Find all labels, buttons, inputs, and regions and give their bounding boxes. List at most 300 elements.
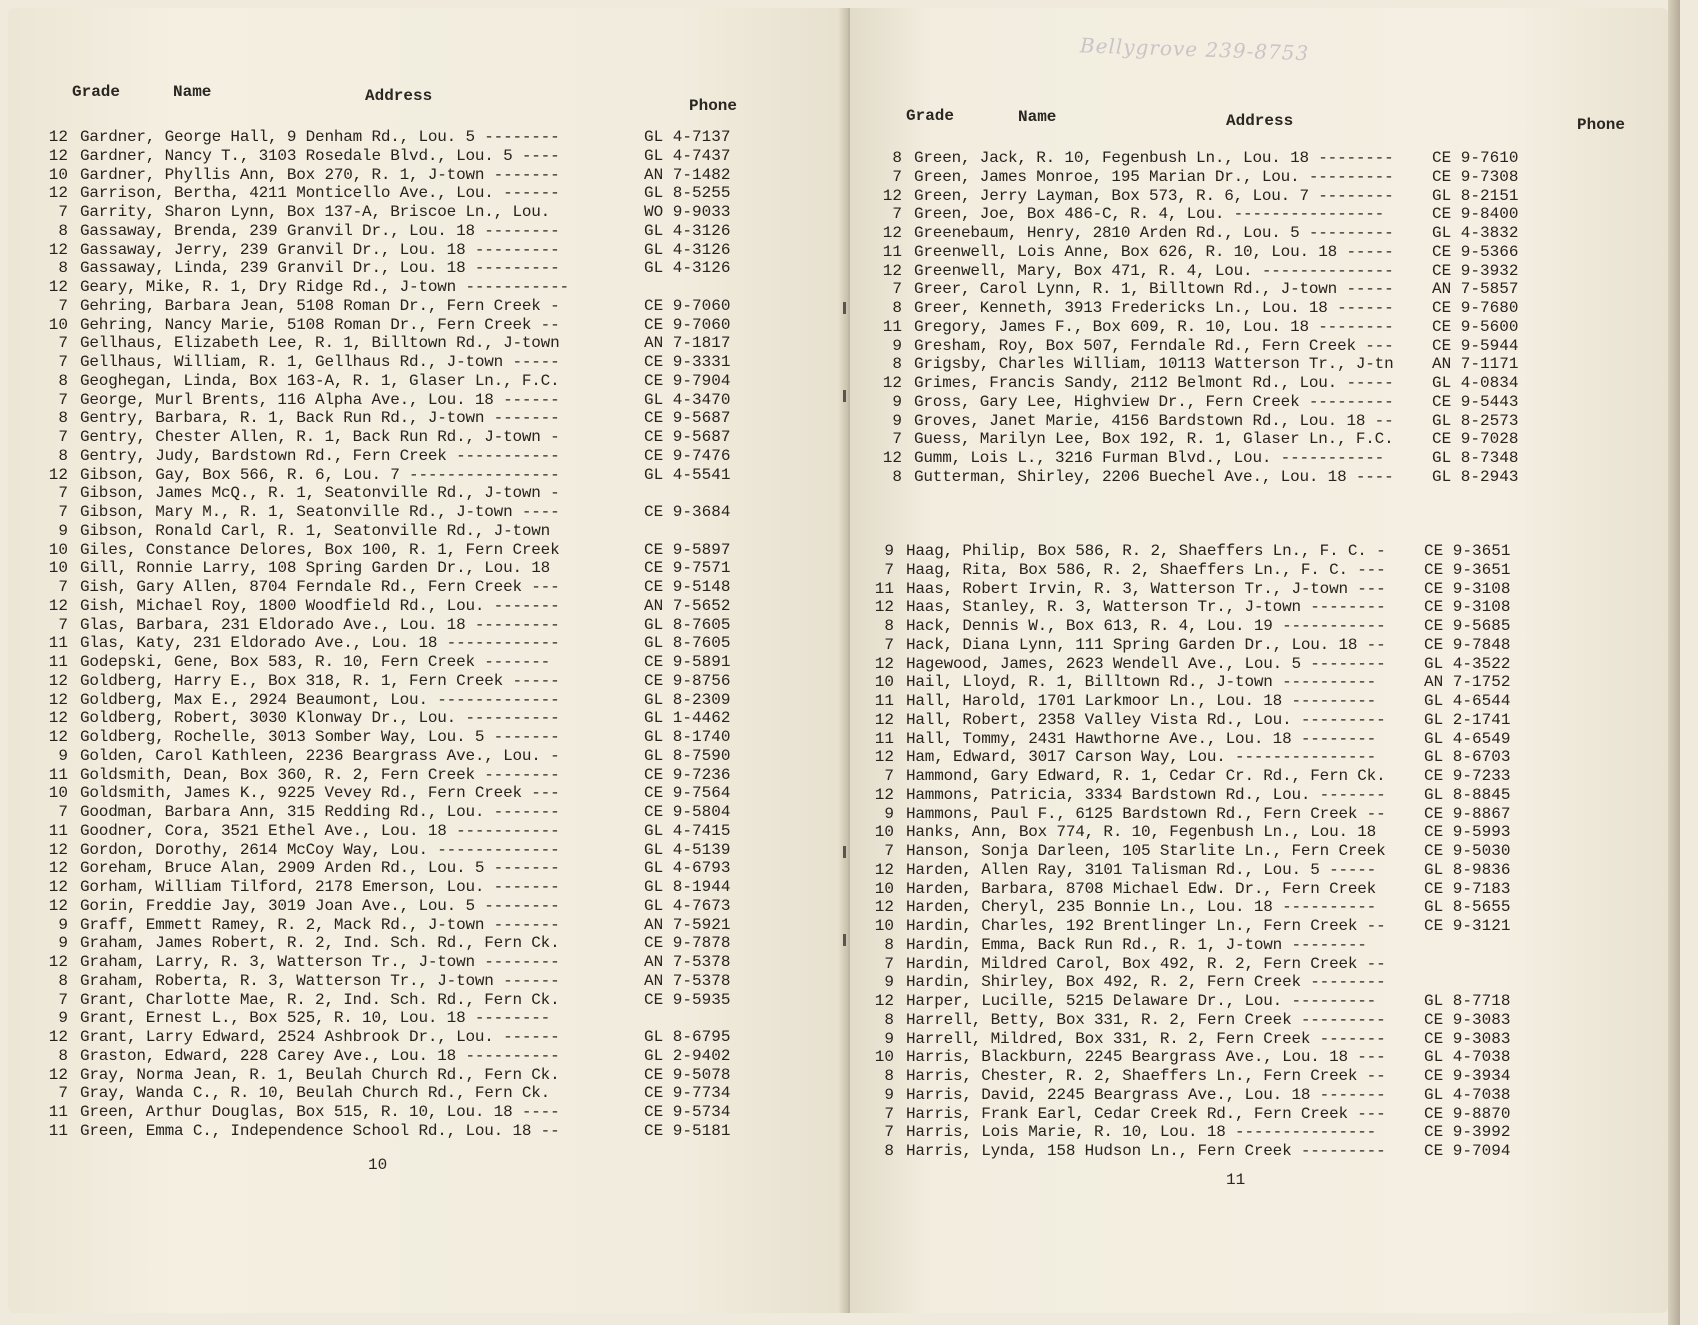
- entry-grade: 11: [882, 242, 902, 261]
- entry-grade: 11: [48, 653, 68, 671]
- entry-phone: GL 8-1944: [644, 878, 731, 896]
- entry-phone: CE 9-5687: [644, 409, 731, 428]
- entry-grade: 12: [48, 596, 68, 615]
- entry-name-address: Grant, Ernest L., Box 525, R. 10, Lou. 18 --------: [80, 1009, 551, 1028]
- entry-name-address: Gellhaus, Elizabeth Lee, R. 1, Billtown Rd., J-town: [80, 334, 560, 353]
- entry-phone: GL 1-4462: [644, 709, 731, 728]
- entry-name-address: Greenebaum, Henry, 2810 Arden Rd., Lou. 5 ---------: [914, 224, 1394, 242]
- entry-phone: GL 4-3832: [1432, 224, 1519, 242]
- entry-grade: 8: [58, 371, 68, 390]
- entry-phone: CE 9-7183: [1424, 879, 1511, 898]
- entry-phone: CE 9-5078: [644, 1065, 731, 1084]
- entry-name-address: Goldberg, Rochelle, 3013 Somber Way, Lou. 5 -------: [80, 728, 560, 746]
- entry-grade: 11: [882, 317, 902, 336]
- entry-phone: CE 9-7060: [644, 315, 731, 334]
- entry-phone: CE 9-7564: [644, 784, 731, 803]
- entry-grade: 10: [48, 540, 68, 559]
- entry-grade: 11: [48, 634, 68, 653]
- entry-name-address: Giles, Constance Delores, Box 100, R. 1, Fern Creek: [80, 540, 560, 559]
- entry-grade: 8: [884, 935, 894, 954]
- page-number: 11: [1226, 1171, 1246, 1189]
- entry-name-address: Graham, Roberta, R. 3, Watterson Tr., J-town ------: [80, 971, 560, 990]
- entry-phone: AN 7-1752: [1424, 673, 1511, 692]
- entry-phone: GL 8-7718: [1424, 992, 1511, 1010]
- entry-phone: CE 9-7610: [1432, 149, 1519, 167]
- entry-name-address: Harden, Allen Ray, 3101 Talisman Rd., Lou. 5 -----: [906, 860, 1377, 879]
- entry-name-address: Gassaway, Brenda, 239 Granvil Dr., Lou. 18 --------: [80, 221, 560, 240]
- entry-grade: 8: [884, 1067, 894, 1085]
- entry-name-address: Glas, Barbara, 231 Eldorado Ave., Lou. 18 ---------: [80, 615, 560, 634]
- entry-grade: 7: [58, 1084, 68, 1103]
- entry-name-address: Gentry, Chester Allen, R. 1, Back Run Rd., J-town -: [80, 428, 560, 446]
- entry-grade: 9: [58, 915, 68, 934]
- entry-phone: GL 4-6544: [1424, 692, 1511, 710]
- entry-name-address: Hail, Lloyd, R. 1, Billtown Rd., J-town ----------: [906, 673, 1377, 692]
- entry-phone: CE 9-8756: [644, 671, 731, 690]
- entry-phone: CE 9-5687: [644, 428, 731, 446]
- entry-grade: 12: [874, 654, 894, 673]
- entry-phone: CE 9-7308: [1432, 167, 1519, 186]
- entry-name-address: Green, Arthur Douglas, Box 515, R. 10, Lou. 18 ----: [80, 1103, 560, 1121]
- entry-name-address: Hanson, Sonja Darleen, 105 Starlite Ln., Fern Creek: [906, 842, 1386, 860]
- entry-grade: 7: [884, 560, 894, 579]
- entry-name-address: Green, Joe, Box 486-C, R. 4, Lou. ----------------: [914, 205, 1385, 224]
- entry-grade: 12: [874, 992, 894, 1010]
- entry-phone: GL 8-7605: [644, 615, 731, 634]
- entry-name-address: Grant, Larry Edward, 2524 Ashbrook Dr., Lou. ------: [80, 1028, 560, 1046]
- entry-grade: 12: [48, 859, 68, 878]
- entry-phone: GL 4-3126: [644, 240, 731, 259]
- entry-grade: 12: [48, 728, 68, 746]
- entry-name-address: Hardin, Mildred Carol, Box 492, R. 2, Fern Creek --: [906, 954, 1386, 973]
- entry-grade: 7: [884, 954, 894, 973]
- entry-grade: 11: [48, 765, 68, 784]
- staple: [843, 302, 846, 314]
- entry-grade: 12: [48, 953, 68, 971]
- entry-grade: 12: [48, 878, 68, 896]
- entry-phone: CE 9-3083: [1424, 1029, 1511, 1048]
- entry-grade: 10: [48, 559, 68, 578]
- entry-phone: GL 4-5541: [644, 465, 731, 484]
- entry-grade: 8: [58, 259, 68, 278]
- entry-name-address: Hack, Diana Lynn, 111 Spring Garden Dr., Lou. 18 --: [906, 635, 1386, 654]
- entry-phone: GL 8-8845: [1424, 785, 1511, 804]
- entry-name-address: Hanks, Ann, Box 774, R. 10, Fegenbush Ln., Lou. 18: [906, 823, 1377, 842]
- entry-phone: CE 9-7571: [644, 559, 731, 578]
- header-name: Name: [173, 83, 212, 101]
- entry-phone: CE 9-8400: [1432, 205, 1519, 224]
- entry-grade: 8: [58, 971, 68, 990]
- entry-phone: CE 9-5993: [1424, 823, 1511, 842]
- entry-grade: 7: [892, 205, 902, 224]
- entry-phone: GL 4-6793: [644, 859, 731, 878]
- entry-grade: 8: [884, 617, 894, 635]
- entry-grade: 12: [48, 184, 68, 203]
- entry-name-address: Green, Jack, R. 10, Fegenbush Ln., Lou. 18 --------: [914, 149, 1394, 167]
- entry-grade: 12: [882, 261, 902, 280]
- entry-name-address: Groves, Janet Marie, 4156 Bardstown Rd., Lou. 18 --: [914, 411, 1394, 430]
- entry-phone: GL 4-3126: [644, 221, 731, 240]
- entry-grade: 7: [892, 280, 902, 299]
- entry-grade: 12: [882, 186, 902, 205]
- entry-name-address: Hardin, Charles, 192 Brentlinger Ln., Fern Creek --: [906, 917, 1386, 935]
- entry-name-address: Golden, Carol Kathleen, 2236 Beargrass Ave., Lou. -: [80, 746, 560, 765]
- entry-grade: 12: [874, 748, 894, 767]
- entry-phone: CE 9-7734: [644, 1084, 731, 1103]
- entry-name-address: Hall, Tommy, 2431 Hawthorne Ave., Lou. 18 --------: [906, 729, 1377, 748]
- entry-name-address: Haas, Robert Irvin, R. 3, Watterson Tr., J-town ---: [906, 579, 1386, 598]
- entry-phone: CE 9-8867: [1424, 804, 1511, 823]
- entry-phone: CE 9-5600: [1432, 317, 1519, 336]
- entry-grade: 10: [874, 917, 894, 935]
- entry-phone: AN 7-1482: [644, 165, 731, 184]
- entry-grade: 9: [892, 411, 902, 430]
- entry-grade: 7: [58, 353, 68, 371]
- entry-name-address: Gray, Norma Jean, R. 1, Beulah Church Rd., Fern Ck.: [80, 1065, 560, 1084]
- entry-name-address: Green, Jerry Layman, Box 573, R. 6, Lou. 7 --------: [914, 186, 1394, 205]
- entry-grade: 9: [892, 392, 902, 411]
- entry-name-address: Garrity, Sharon Lynn, Box 137-A, Briscoe Ln., Lou.: [80, 203, 551, 221]
- entry-name-address: Goodner, Cora, 3521 Ethel Ave., Lou. 18 -----------: [80, 821, 560, 840]
- entry-phone: CE 9-3121: [1424, 917, 1511, 935]
- entry-grade: 7: [884, 767, 894, 785]
- entry-name-address: Harris, Chester, R. 2, Shaeffers Ln., Fern Creek --: [906, 1067, 1386, 1085]
- entry-name-address: Gish, Michael Roy, 1800 Woodfield Rd., Lou. -------: [80, 596, 560, 615]
- entry-name-address: Gorin, Freddie Jay, 3019 Joan Ave., Lou. 5 --------: [80, 896, 560, 915]
- entry-name-address: Hammond, Gary Edward, R. 1, Cedar Cr. Rd., Fern Ck.: [906, 767, 1386, 785]
- header-grade: Grade: [906, 107, 955, 125]
- entry-phone: GL 4-0834: [1432, 374, 1519, 392]
- entry-phone: CE 9-5148: [644, 578, 731, 596]
- entry-name-address: Goldsmith, James K., 9225 Vevey Rd., Fern Creek ---: [80, 784, 560, 803]
- entry-name-address: Gellhaus, William, R. 1, Gellhaus Rd., J-town -----: [80, 353, 560, 371]
- entry-name-address: Goldberg, Harry E., Box 318, R. 1, Fern Creek -----: [80, 671, 560, 690]
- entry-grade: 11: [874, 729, 894, 748]
- entry-grade: 8: [892, 149, 902, 167]
- entry-phone: GL 8-2151: [1432, 186, 1519, 205]
- entry-name-address: Harrell, Betty, Box 331, R. 2, Fern Creek ---------: [906, 1010, 1386, 1029]
- entry-grade: 10: [874, 879, 894, 898]
- entry-name-address: Gray, Wanda C., R. 10, Beulah Church Rd., Fern Ck.: [80, 1084, 551, 1103]
- entry-phone: GL 2-1741: [1424, 710, 1511, 729]
- entry-phone: GL 8-7348: [1432, 449, 1519, 467]
- entry-name-address: Harris, Blackburn, 2245 Beargrass Ave., Lou. 18 ---: [906, 1048, 1386, 1067]
- right-page: [850, 8, 1668, 1313]
- entry-name-address: Green, Emma C., Independence School Rd., Lou. 18 --: [80, 1121, 560, 1140]
- entry-name-address: Gregory, James F., Box 609, R. 10, Lou. 18 --------: [914, 317, 1394, 336]
- entry-grade: 12: [882, 224, 902, 242]
- entry-phone: GL 4-7137: [644, 128, 731, 146]
- page-number: 10: [368, 1156, 388, 1174]
- entry-grade: 11: [874, 692, 894, 710]
- entry-grade: 7: [884, 1123, 894, 1142]
- entry-phone: GL 8-7590: [644, 746, 731, 765]
- entry-grade: 9: [884, 973, 894, 992]
- entry-phone: WO 9-9033: [644, 203, 731, 221]
- entry-name-address: Hack, Dennis W., Box 613, R. 4, Lou. 19 -----------: [906, 617, 1386, 635]
- entry-name-address: Hardin, Shirley, Box 492, R. 2, Fern Creek --------: [906, 973, 1386, 992]
- header-address: Address: [365, 87, 433, 105]
- entry-name-address: Greer, Kenneth, 3913 Fredericks Ln., Lou. 18 ------: [914, 299, 1394, 317]
- entry-name-address: Goldberg, Robert, 3030 Klonway Dr., Lou. ----------: [80, 709, 560, 728]
- entry-phone: GL 8-2309: [644, 690, 731, 709]
- entry-grade: 7: [58, 578, 68, 596]
- header-grade: Grade: [72, 83, 121, 101]
- entry-grade: 8: [58, 221, 68, 240]
- entry-name-address: Gibson, Gay, Box 566, R. 6, Lou. 7 ----------------: [80, 465, 560, 484]
- pencil-note-text: Bellygrove 239-8753: [1079, 33, 1310, 66]
- entry-phone: GL 4-7038: [1424, 1085, 1511, 1104]
- entry-name-address: Grimes, Francis Sandy, 2112 Belmont Rd., Lou. -----: [914, 374, 1394, 392]
- entry-name-address: Gehring, Barbara Jean, 5108 Roman Dr., Fern Creek -: [80, 296, 560, 315]
- entry-phone: CE 9-7476: [644, 446, 731, 465]
- entry-name-address: Gibson, Ronald Carl, R. 1, Seatonville Rd., J-town: [80, 521, 551, 540]
- entry-grade: 12: [882, 449, 902, 467]
- entry-phone: CE 9-3651: [1424, 542, 1511, 560]
- entry-name-address: Haag, Philip, Box 586, R. 2, Shaeffers Ln., F. C. -: [906, 542, 1386, 560]
- entry-name-address: Glas, Katy, 231 Eldorado Ave., Lou. 18 ------------: [80, 634, 560, 653]
- entry-name-address: Graham, Larry, R. 3, Watterson Tr., J-town --------: [80, 953, 560, 971]
- entry-phone: CE 9-7878: [644, 934, 731, 953]
- entry-grade: 12: [48, 146, 68, 165]
- entry-phone: GL 8-5255: [644, 184, 731, 203]
- entry-phone: GL 2-9402: [644, 1046, 731, 1065]
- entry-phone: CE 9-5935: [644, 990, 731, 1009]
- entry-phone: CE 9-3108: [1424, 579, 1511, 598]
- entry-grade: 8: [892, 299, 902, 317]
- entry-phone: CE 9-5804: [644, 803, 731, 821]
- entry-name-address: Graham, James Robert, R. 2, Ind. Sch. Rd., Fern Ck.: [80, 934, 560, 953]
- entry-grade: 8: [58, 446, 68, 465]
- entry-grade: 7: [58, 615, 68, 634]
- entry-name-address: Greenwell, Lois Anne, Box 626, R. 10, Lou. 18 -----: [914, 242, 1394, 261]
- entry-grade: 7: [892, 167, 902, 186]
- entry-name-address: Geoghegan, Linda, Box 163-A, R. 1, Glaser Ln., F.C.: [80, 371, 560, 390]
- entry-grade: 11: [48, 1103, 68, 1121]
- entry-name-address: Gross, Gary Lee, Highview Dr., Fern Creek ---------: [914, 392, 1394, 411]
- entry-phone: CE 9-7060: [644, 296, 731, 315]
- entry-phone: GL 4-6549: [1424, 729, 1511, 748]
- entry-phone: CE 9-3083: [1424, 1010, 1511, 1029]
- entry-grade: 8: [884, 1010, 894, 1029]
- entry-name-address: Greenwell, Mary, Box 471, R. 4, Lou. --------------: [914, 261, 1394, 280]
- entry-name-address: Geary, Mike, R. 1, Dry Ridge Rd., J-town -----------: [80, 278, 569, 296]
- entry-name-address: Hardin, Emma, Back Run Rd., R. 1, J-town --------: [906, 935, 1367, 954]
- entry-phone: CE 9-8870: [1424, 1104, 1511, 1123]
- entry-phone: GL 8-5655: [1424, 898, 1511, 917]
- entry-grade: 12: [48, 671, 68, 690]
- entry-name-address: Harris, David, 2245 Beargrass Ave., Lou. 18 -------: [906, 1085, 1386, 1104]
- entry-phone: GL 8-6795: [644, 1028, 731, 1046]
- entry-name-address: Greer, Carol Lynn, R. 1, Billtown Rd., J-town -----: [914, 280, 1394, 299]
- entry-name-address: Hagewood, James, 2623 Wendell Ave., Lou. 5 --------: [906, 654, 1386, 673]
- entry-phone: CE 9-7236: [644, 765, 731, 784]
- entry-phone: GL 8-2573: [1432, 411, 1519, 430]
- entry-phone: GL 4-7673: [644, 896, 731, 915]
- entry-grade: 9: [58, 1009, 68, 1028]
- entry-phone: GL 4-7437: [644, 146, 731, 165]
- entry-grade: 9: [58, 934, 68, 953]
- entry-phone: GL 8-6703: [1424, 748, 1511, 767]
- entry-phone: CE 9-7680: [1432, 299, 1519, 317]
- entry-phone: CE 9-7028: [1432, 430, 1519, 449]
- entry-phone: CE 9-5030: [1424, 842, 1511, 860]
- entry-grade: 12: [48, 1065, 68, 1084]
- entry-grade: 7: [58, 390, 68, 409]
- entry-name-address: Green, James Monroe, 195 Marian Dr., Lou. ---------: [914, 167, 1394, 186]
- entry-name-address: Graston, Edward, 228 Carey Ave., Lou. 18 ----------: [80, 1046, 560, 1065]
- entry-name-address: Harper, Lucille, 5215 Delaware Dr., Lou. ---------: [906, 992, 1377, 1010]
- pencil-note: [1079, 25, 1355, 70]
- entry-grade: 7: [892, 430, 902, 449]
- entry-grade: 9: [884, 542, 894, 560]
- entry-phone: AN 7-5652: [644, 596, 731, 615]
- page-edge: [1668, 0, 1680, 1325]
- entry-grade: 12: [48, 690, 68, 709]
- entry-phone: CE 9-7094: [1424, 1142, 1511, 1160]
- entry-name-address: Gorham, William Tilford, 2178 Emerson, Lou. -------: [80, 878, 560, 896]
- entry-phone: CE 9-5944: [1432, 336, 1519, 355]
- entry-phone: AN 7-5921: [644, 915, 731, 934]
- entry-name-address: Gardner, Nancy T., 3103 Rosedale Blvd., Lou. 5 ----: [80, 146, 560, 165]
- header-name: Name: [1018, 108, 1057, 126]
- entry-phone: CE 9-5891: [644, 653, 731, 671]
- entry-name-address: Harden, Cheryl, 235 Bonnie Ln., Lou. 18 ----------: [906, 898, 1377, 917]
- entry-grade: 9: [58, 746, 68, 765]
- entry-grade: 9: [884, 804, 894, 823]
- entry-grade: 11: [874, 579, 894, 598]
- entry-phone: CE 9-5897: [644, 540, 731, 559]
- entry-name-address: Gentry, Judy, Bardstown Rd., Fern Creek -----------: [80, 446, 560, 465]
- entry-phone: CE 9-3331: [644, 353, 731, 371]
- entry-name-address: Harris, Frank Earl, Cedar Creek Rd., Fern Creek ---: [906, 1104, 1386, 1123]
- entry-grade: 12: [48, 128, 68, 146]
- entry-grade: 7: [58, 990, 68, 1009]
- entry-name-address: Garrison, Bertha, 4211 Monticello Ave., Lou. ------: [80, 184, 560, 203]
- entry-phone: CE 9-5734: [644, 1103, 731, 1121]
- entry-phone: CE 9-3992: [1424, 1123, 1511, 1142]
- entry-phone: CE 9-3651: [1424, 560, 1511, 579]
- entry-grade: 12: [48, 896, 68, 915]
- header-phone: Phone: [1577, 116, 1626, 134]
- entry-name-address: Hammons, Patricia, 3334 Bardstown Rd., Lou. -------: [906, 785, 1386, 804]
- header-phone: Phone: [689, 97, 738, 115]
- entry-name-address: Haag, Rita, Box 586, R. 2, Shaeffers Ln., F. C. ---: [906, 560, 1386, 579]
- entry-name-address: Gassaway, Jerry, 239 Granvil Dr., Lou. 18 ---------: [80, 240, 560, 259]
- staple: [843, 934, 846, 946]
- staple: [843, 390, 846, 402]
- entry-name-address: Gibson, Mary M., R. 1, Seatonville Rd., J-town ----: [80, 503, 560, 521]
- entry-phone: CE 9-7904: [644, 371, 731, 390]
- entry-grade: 8: [892, 355, 902, 374]
- entry-name-address: Ham, Edward, 3017 Carson Way, Lou. ---------------: [906, 748, 1377, 767]
- entry-phone: AN 7-5378: [644, 971, 731, 990]
- entry-grade: 7: [884, 635, 894, 654]
- entry-grade: 11: [48, 1121, 68, 1140]
- entry-phone: CE 9-5181: [644, 1121, 731, 1140]
- entry-grade: 12: [48, 240, 68, 259]
- entry-grade: 10: [874, 1048, 894, 1067]
- entry-phone: CE 9-7848: [1424, 635, 1511, 654]
- entry-grade: 7: [58, 803, 68, 821]
- entry-name-address: Godepski, Gene, Box 583, R. 10, Fern Creek -------: [80, 653, 551, 671]
- entry-name-address: Gardner, Phyllis Ann, Box 270, R. 1, J-town -------: [80, 165, 560, 184]
- entry-grade: 10: [874, 673, 894, 692]
- entry-grade: 7: [884, 842, 894, 860]
- entry-grade: 12: [48, 278, 68, 296]
- entry-grade: 8: [892, 467, 902, 486]
- entry-phone: AN 7-5378: [644, 953, 731, 971]
- entry-phone: GL 4-5139: [644, 840, 731, 859]
- entry-phone: GL 4-7415: [644, 821, 731, 840]
- entry-phone: AN 7-1817: [644, 334, 731, 353]
- entry-grade: 7: [58, 484, 68, 503]
- entry-name-address: Gill, Ronnie Larry, 108 Spring Garden Dr., Lou. 18: [80, 559, 551, 578]
- entry-phone: CE 9-3684: [644, 503, 731, 521]
- entry-name-address: Gish, Gary Allen, 8704 Ferndale Rd., Fern Creek ---: [80, 578, 560, 596]
- entry-phone: CE 9-3934: [1424, 1067, 1511, 1085]
- entry-name-address: Hammons, Paul F., 6125 Bardstown Rd., Fern Creek --: [906, 804, 1386, 823]
- entry-name-address: Gresham, Roy, Box 507, Ferndale Rd., Fern Creek ---: [914, 336, 1394, 355]
- entry-grade: 7: [58, 296, 68, 315]
- entry-phone: GL 4-7038: [1424, 1048, 1511, 1067]
- entry-grade: 9: [884, 1029, 894, 1048]
- entry-phone: AN 7-5857: [1432, 280, 1519, 299]
- entry-name-address: Goldberg, Max E., 2924 Beaumont, Lou. -------------: [80, 690, 560, 709]
- left-page: [8, 8, 846, 1313]
- entry-name-address: Harrell, Mildred, Box 331, R. 2, Fern Creek -------: [906, 1029, 1386, 1048]
- entry-phone: GL 8-9836: [1424, 860, 1511, 879]
- entry-name-address: Graff, Emmett Ramey, R. 2, Mack Rd., J-town -------: [80, 915, 560, 934]
- entry-grade: 8: [884, 1142, 894, 1160]
- entry-grade: 12: [48, 465, 68, 484]
- entry-name-address: Hall, Harold, 1701 Larkmoor Ln., Lou. 18 ---------: [906, 692, 1377, 710]
- entry-phone: GL 8-7605: [644, 634, 731, 653]
- entry-grade: 10: [48, 165, 68, 184]
- entry-name-address: Gumm, Lois L., 3216 Furman Blvd., Lou. -----------: [914, 449, 1385, 467]
- entry-name-address: Grigsby, Charles William, 10113 Watterson Tr., J-tn: [914, 355, 1394, 374]
- entry-name-address: Hall, Robert, 2358 Valley Vista Rd., Lou. ---------: [906, 710, 1386, 729]
- entry-grade: 11: [48, 821, 68, 840]
- entry-phone: GL 8-1740: [644, 728, 731, 746]
- entry-grade: 7: [58, 334, 68, 353]
- entry-phone: GL 4-3470: [644, 390, 731, 409]
- entry-grade: 12: [48, 840, 68, 859]
- entry-phone: CE 9-3932: [1432, 261, 1519, 280]
- entry-grade: 12: [874, 898, 894, 917]
- entry-name-address: Gehring, Nancy Marie, 5108 Roman Dr., Fern Creek --: [80, 315, 560, 334]
- entry-name-address: Harris, Lynda, 158 Hudson Ln., Fern Creek ---------: [906, 1142, 1386, 1160]
- entry-grade: 12: [874, 785, 894, 804]
- entry-phone: GL 4-3522: [1424, 654, 1511, 673]
- entry-grade: 12: [882, 374, 902, 392]
- entry-name-address: Goreham, Bruce Alan, 2909 Arden Rd., Lou. 5 -------: [80, 859, 560, 878]
- entry-name-address: Goodman, Barbara Ann, 315 Redding Rd., Lou. -------: [80, 803, 560, 821]
- entry-grade: 8: [58, 1046, 68, 1065]
- entry-grade: 12: [874, 860, 894, 879]
- header-address: Address: [1226, 112, 1294, 130]
- entry-grade: 12: [874, 598, 894, 617]
- entry-phone: CE 9-7233: [1424, 767, 1511, 785]
- entry-name-address: Haas, Stanley, R. 3, Watterson Tr., J-town --------: [906, 598, 1386, 617]
- entry-name-address: Gutterman, Shirley, 2206 Buechel Ave., Lou. 18 ----: [914, 467, 1394, 486]
- entry-phone: CE 9-5443: [1432, 392, 1519, 411]
- entry-grade: 9: [884, 1085, 894, 1104]
- entry-grade: 12: [48, 709, 68, 728]
- entry-name-address: Harden, Barbara, 8708 Michael Edw. Dr., Fern Creek: [906, 879, 1377, 898]
- entry-grade: 10: [48, 784, 68, 803]
- entry-grade: 7: [58, 503, 68, 521]
